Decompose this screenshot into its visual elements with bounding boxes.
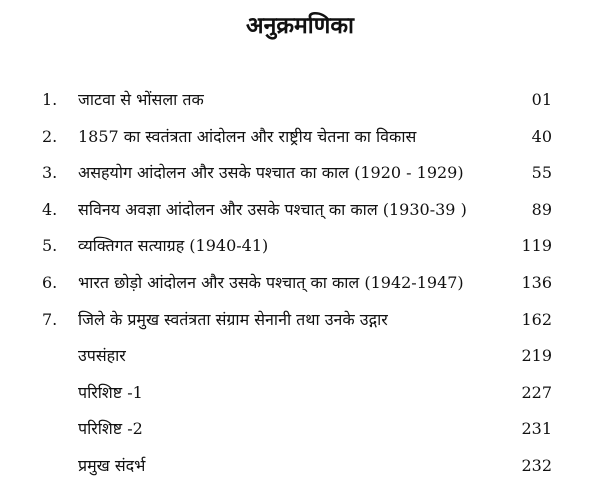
entry-title: सविनय अवज्ञा आंदोलन और उसके पश्चात् का काल (1930-39 ) bbox=[78, 199, 467, 219]
entry-page: 232 bbox=[521, 455, 552, 475]
entry-page: 219 bbox=[521, 346, 552, 366]
entry-number: 6. bbox=[42, 272, 58, 292]
entry-number: 2. bbox=[42, 126, 58, 146]
entry-title: भारत छोड़ो आंदोलन और उसके पश्चात् का काल (1942-1947) bbox=[78, 272, 464, 292]
entry-title: परिशिष्ट -2 bbox=[78, 419, 143, 439]
toc-entry bbox=[0, 119, 600, 156]
entry-page: 162 bbox=[521, 309, 552, 329]
toc-entry bbox=[0, 82, 600, 119]
entry-number: 7. bbox=[42, 309, 58, 329]
entry-page: 89 bbox=[531, 199, 552, 219]
entry-number: 1. bbox=[42, 90, 58, 109]
entry-title: असहयोग आंदोलन और उसके पश्चात का काल (1920 - 1929) bbox=[78, 163, 464, 183]
toc-entry bbox=[0, 155, 600, 192]
entry-title: परिशिष्ट -1 bbox=[78, 382, 143, 402]
entry-page: 01 bbox=[531, 90, 552, 109]
entry-number: 5. bbox=[42, 236, 58, 256]
entry-title: प्रमुख संदर्भ bbox=[78, 455, 146, 475]
entry-title: 1857 का स्वतंत्रता आंदोलन और राष्ट्रीय चेतना का विकास bbox=[78, 126, 417, 146]
entry-page: 136 bbox=[521, 272, 552, 292]
entry-title: जिले के प्रमुख स्वतंत्रता संग्राम सेनानी तथा उनके उद्गार bbox=[78, 309, 388, 329]
toc-entry bbox=[0, 228, 600, 265]
entry-title: जाटवा से भोंसला तक bbox=[78, 90, 204, 109]
toc-list bbox=[0, 82, 600, 485]
toc-entry bbox=[0, 192, 600, 229]
toc-entry bbox=[0, 411, 600, 448]
entry-title: व्यक्तिगत सत्याग्रह (1940-41) bbox=[78, 236, 269, 256]
toc-entry bbox=[0, 265, 600, 302]
entry-page: 227 bbox=[521, 382, 552, 402]
entry-page: 231 bbox=[521, 419, 552, 439]
toc-entry bbox=[0, 338, 600, 375]
entry-number: 3. bbox=[42, 163, 58, 183]
toc-entry bbox=[0, 448, 600, 485]
entry-page: 55 bbox=[531, 163, 552, 183]
entry-title: उपसंहार bbox=[78, 346, 126, 366]
entry-number: 4. bbox=[42, 199, 58, 219]
entry-page: 40 bbox=[531, 126, 552, 146]
entry-page: 119 bbox=[521, 236, 552, 256]
toc-entry bbox=[0, 375, 600, 412]
toc-entry bbox=[0, 302, 600, 339]
page-title: अनुक्रमणिका bbox=[246, 13, 354, 39]
